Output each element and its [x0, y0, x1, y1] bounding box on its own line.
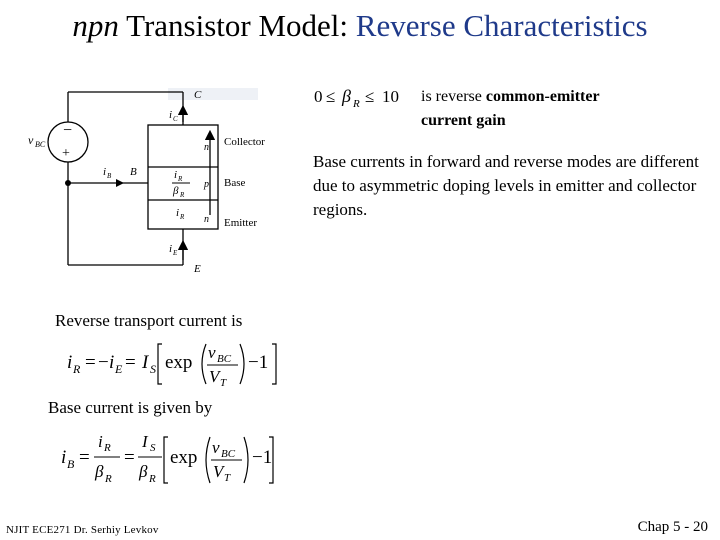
eq2-den: V: [213, 462, 224, 481]
beta-range-low: 0: [314, 87, 323, 106]
reverse-transport-label: Reverse transport current is: [55, 311, 243, 330]
title-italic: npn: [72, 8, 119, 43]
ir-bottom-label: i: [176, 207, 180, 219]
eq1-equals-2: =: [125, 352, 136, 373]
footer-page-number: Chap 5 - 20: [637, 519, 708, 535]
eq2-frac1-den-sub: R: [105, 473, 112, 485]
eq2-frac2-num: I: [142, 432, 148, 451]
vs-minus: −: [63, 122, 73, 139]
beta-range-formula: [312, 82, 412, 112]
ir-top-label: i: [174, 169, 178, 181]
eq2-frac2-den-sub: R: [149, 473, 156, 485]
eq1-equals: =: [85, 352, 96, 373]
eq1-right-bracket: [272, 344, 276, 384]
eq1-is-sub: S: [150, 362, 156, 376]
eq2-left-bracket: [164, 437, 168, 483]
eq2-right-paren: [244, 437, 248, 483]
eq2-num-sub: BC: [221, 448, 236, 460]
vs-plus: +: [62, 146, 70, 161]
region-n-bottom: n: [204, 214, 209, 225]
eq2-equals-1: =: [79, 447, 90, 468]
ic-sub: C: [173, 115, 178, 123]
vbc-label: v: [28, 133, 34, 147]
eq1-lhs: i: [67, 352, 73, 373]
beta-desc-bold2: current gain: [421, 112, 506, 129]
base-node-dot: [65, 180, 71, 186]
eq2-exp: exp: [170, 447, 198, 468]
eq2-frac1-num: i: [98, 432, 103, 451]
eq2-equals-2: =: [124, 447, 135, 468]
b-node-label: B: [130, 166, 137, 178]
eq1-neg: −: [98, 352, 109, 373]
eq1-den: V: [209, 367, 220, 386]
e-node-label: E: [194, 263, 201, 275]
vbc-sub: BC: [35, 140, 46, 149]
base-region-label: Base: [224, 177, 246, 189]
beta-r-label: β: [173, 185, 179, 197]
eq2-den-sub: T: [224, 472, 231, 484]
ie-sub: E: [173, 249, 178, 257]
eq2-minus-one: −1: [252, 447, 273, 468]
reverse-current-equation: [62, 338, 282, 390]
eq2-num: v: [212, 438, 220, 457]
eq1-minus-one: −1: [248, 352, 269, 373]
eq1-right-paren: [240, 344, 244, 384]
ie-label: i: [169, 243, 173, 255]
eq1-den-sub: T: [220, 377, 227, 389]
eq2-frac1-num-sub: R: [104, 442, 111, 454]
eq1-i: i: [109, 352, 115, 373]
eq2-lhs-sub: B: [67, 457, 75, 471]
slide-title: [0, 8, 720, 44]
beta-desc-bold1: common-emitter: [485, 88, 600, 105]
collector-label: Collector: [224, 136, 265, 148]
shade-top: [168, 88, 258, 100]
beta-description: [421, 85, 600, 133]
eq2-left-paren: [206, 437, 210, 483]
beta-desc-prefix: is reverse: [421, 88, 486, 105]
ib-sub: B: [107, 172, 112, 180]
eq2-frac1-den: β: [95, 462, 104, 481]
ir-top-sub: R: [178, 175, 183, 183]
eq1-i-sub: E: [115, 362, 123, 376]
title-plain: Transistor Model:: [126, 8, 349, 43]
eq2-lhs: i: [61, 447, 67, 468]
eq1-left-bracket: [158, 344, 162, 384]
eq1-lhs-sub: R: [73, 362, 81, 376]
base-note: Base currents in forward and reverse modes are different due to asymmetric doping levels in emitter and collector regions.: [313, 152, 699, 219]
eq1-exp: exp: [165, 352, 193, 373]
region-n-top: n: [204, 142, 209, 153]
ib-label: i: [103, 166, 107, 178]
eq2-frac2-den: β: [139, 462, 148, 481]
c-node-label: C: [194, 89, 202, 101]
beta-range-high: 10: [382, 87, 399, 106]
base-current-label: Base current is given by: [48, 398, 213, 417]
footer-author: NJIT ECE271 Dr. Serhiy Levkov: [6, 524, 159, 536]
beta-range-beta: β: [342, 86, 351, 106]
ic-label: i: [169, 109, 173, 121]
eq1-num-sub: BC: [217, 353, 232, 365]
base-current-equation: [58, 425, 278, 493]
title-blue: Reverse Characteristics: [355, 8, 648, 43]
transistor-circuit-diagram: [28, 80, 288, 280]
eq1-left-paren: [202, 344, 206, 384]
region-p: p: [204, 179, 209, 190]
beta-range-sub: R: [353, 98, 360, 110]
ib-arrow: [116, 179, 124, 187]
ir-bottom-sub: R: [180, 213, 185, 221]
emitter-label: Emitter: [224, 217, 257, 229]
eq1-num: v: [208, 343, 216, 362]
beta-range-leq1: ≤: [326, 87, 336, 106]
eq1-is: I: [142, 352, 149, 373]
beta-r-sub: R: [180, 191, 185, 199]
beta-range-leq2: ≤: [365, 87, 375, 106]
eq2-frac2-num-sub: S: [150, 442, 156, 454]
